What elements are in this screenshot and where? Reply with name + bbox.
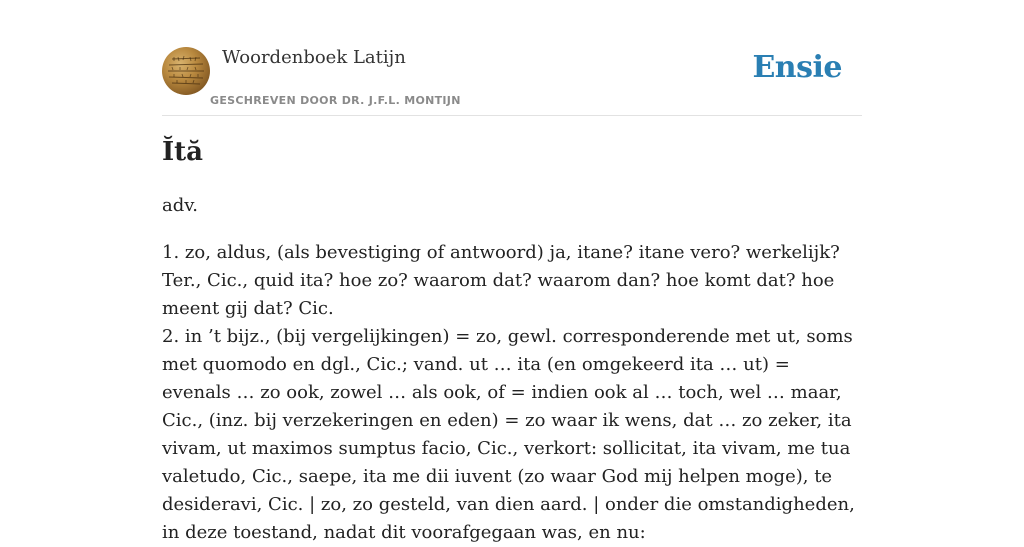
entry-headword: Ĭtă <box>162 137 204 167</box>
entry-body <box>162 192 864 547</box>
book-title[interactable]: Woordenboek Latijn <box>222 47 406 68</box>
seal-engraving <box>162 47 210 95</box>
ensie-logo-link[interactable]: Ensie <box>752 50 842 85</box>
definition-1: 1. zo, aldus, (als bevestiging of antwoord) ja, itane? itane vero? werkelijk? Ter., Cic., quid ita? hoe zo? waarom dat? waarom dan? hoe komt dat? hoe meent gij dat? Cic. <box>162 242 840 319</box>
part-of-speech: adv. <box>162 195 199 216</box>
author-credit: GESCHREVEN DOOR DR. J.F.L. MONTIJN <box>210 94 461 107</box>
definition-2: 2. in ’t bijz., (bij vergelijkingen) = zo, gewl. corresponderende met ut, soms met quomodo en dgl., Cic.; vand. ut … ita (en omgekeerd ita … ut) = evenals … zo ook, zowel … als ook, of = indien ook al … toch, wel … maar, Cic., (inz. bij verzekeringen en eden) = zo waar ik wens, dat … zo zeker, ita vivam, ut maximos sumptus facio, Cic., verkort: sollicitat, ita vivam, me tua valetudo, Cic., saepe, ita me dii iuvent (zo waar God mij helpen moge), te desideravi, Cic. | zo, zo gesteld, van dien aard. | onder die omstandigheden, in deze toestand, nadat dit voorafgegaan was, en nu: <box>162 326 855 543</box>
latin-inscription-seal-icon[interactable] <box>162 47 210 95</box>
page-header <box>162 44 862 116</box>
